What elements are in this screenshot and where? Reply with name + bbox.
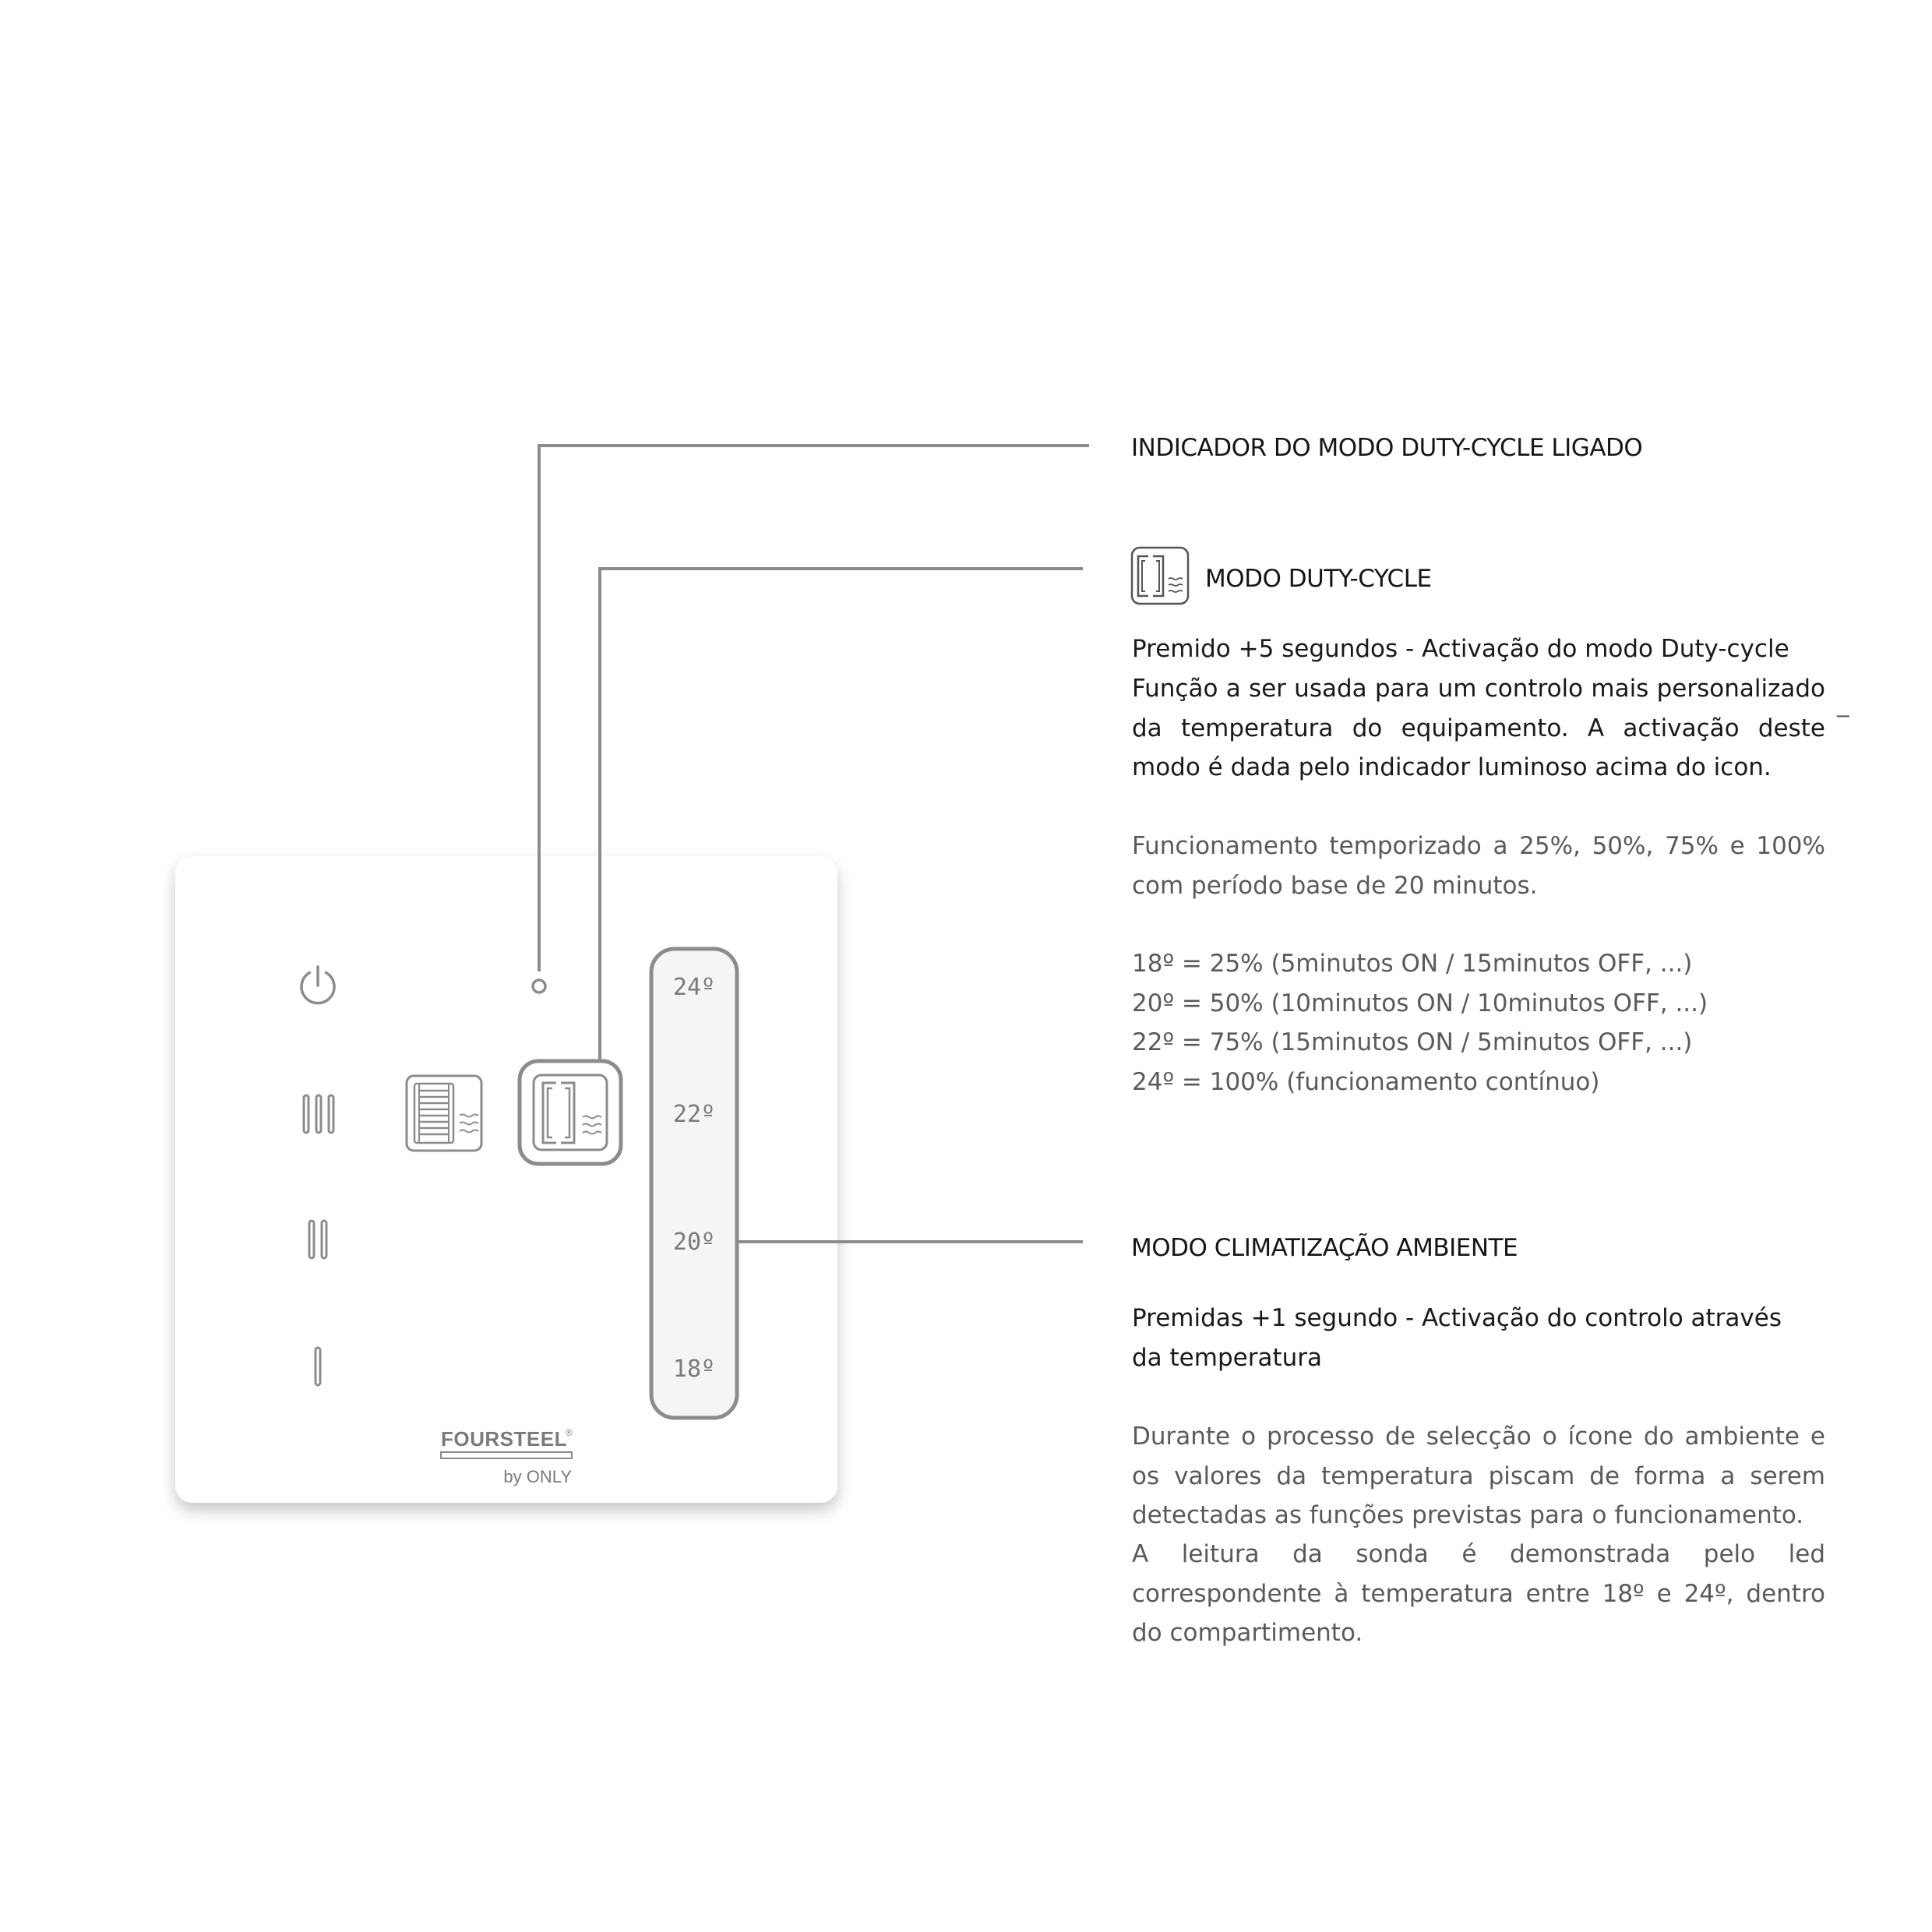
margin-mark: _ bbox=[1837, 689, 1849, 717]
duty-cycle-press-line: Premido +5 segundos - Activação do modo Duty-cycle bbox=[1132, 635, 1789, 663]
ambient-paragraph-1: Durante o processo de selecção o ícone do ambiente e os valores da temperatura piscam de forma a serem detectadas as funções previstas para o funcionamento. bbox=[1132, 1423, 1825, 1529]
duty-step-20: 20º = 50% (10minutos ON / 10minutos OFF, ...) bbox=[1132, 989, 1708, 1017]
ambient-instruction: Premidas +1 segundo - Activação do controlo através da temperatura bbox=[1132, 1304, 1782, 1372]
scale-label-18[interactable]: 18º bbox=[672, 1356, 716, 1383]
scale-label-20[interactable]: 20º bbox=[672, 1229, 716, 1256]
duty-step-22: 22º = 75% (15minutos ON / 5minutos OFF, ...) bbox=[1132, 1028, 1693, 1056]
indicator-title: INDICADOR DO MODO DUTY-CYCLE LIGADO bbox=[1131, 434, 1643, 462]
brand-name: FOURSTEEL bbox=[441, 1427, 567, 1451]
scale-label-24[interactable]: 24º bbox=[672, 974, 716, 1001]
duty-step-18: 18º = 25% (5minutos ON / 15minutos OFF, ...) bbox=[1132, 950, 1693, 978]
duty-cycle-title: MODO DUTY-CYCLE bbox=[1205, 565, 1432, 593]
ambient-title: MODO CLIMATIZAÇÃO AMBIENTE bbox=[1131, 1234, 1518, 1262]
duty-cycle-description: Função a ser usada para um controlo mais personalizado da temperatura do equipamento. A activação deste modo é dada pelo indicador luminoso acima do icon. bbox=[1132, 675, 1825, 781]
duty-cycle-steps bbox=[1132, 944, 1833, 1102]
brand-registered-mark: ® bbox=[566, 1427, 573, 1438]
duty-cycle-timing: Funcionamento temporizado a 25%, 50%, 75% e 100% com período base de 20 minutos. bbox=[1132, 832, 1825, 900]
brand-tagline: by ONLY bbox=[503, 1467, 572, 1486]
duty-step-24: 24º = 100% (funcionamento contínuo) bbox=[1132, 1067, 1600, 1096]
temperature-scale-bar[interactable] bbox=[651, 949, 737, 1418]
duty-cycle-indicator-led bbox=[533, 980, 545, 992]
ambient-paragraph-2: A leitura da sonda é demonstrada pelo led correspondente à temperatura entre 18º e 24º, dentro do compartimento. bbox=[1132, 1540, 1825, 1647]
duty-cycle-legend-icon bbox=[1132, 548, 1188, 604]
scale-label-22[interactable]: 22º bbox=[672, 1101, 716, 1128]
